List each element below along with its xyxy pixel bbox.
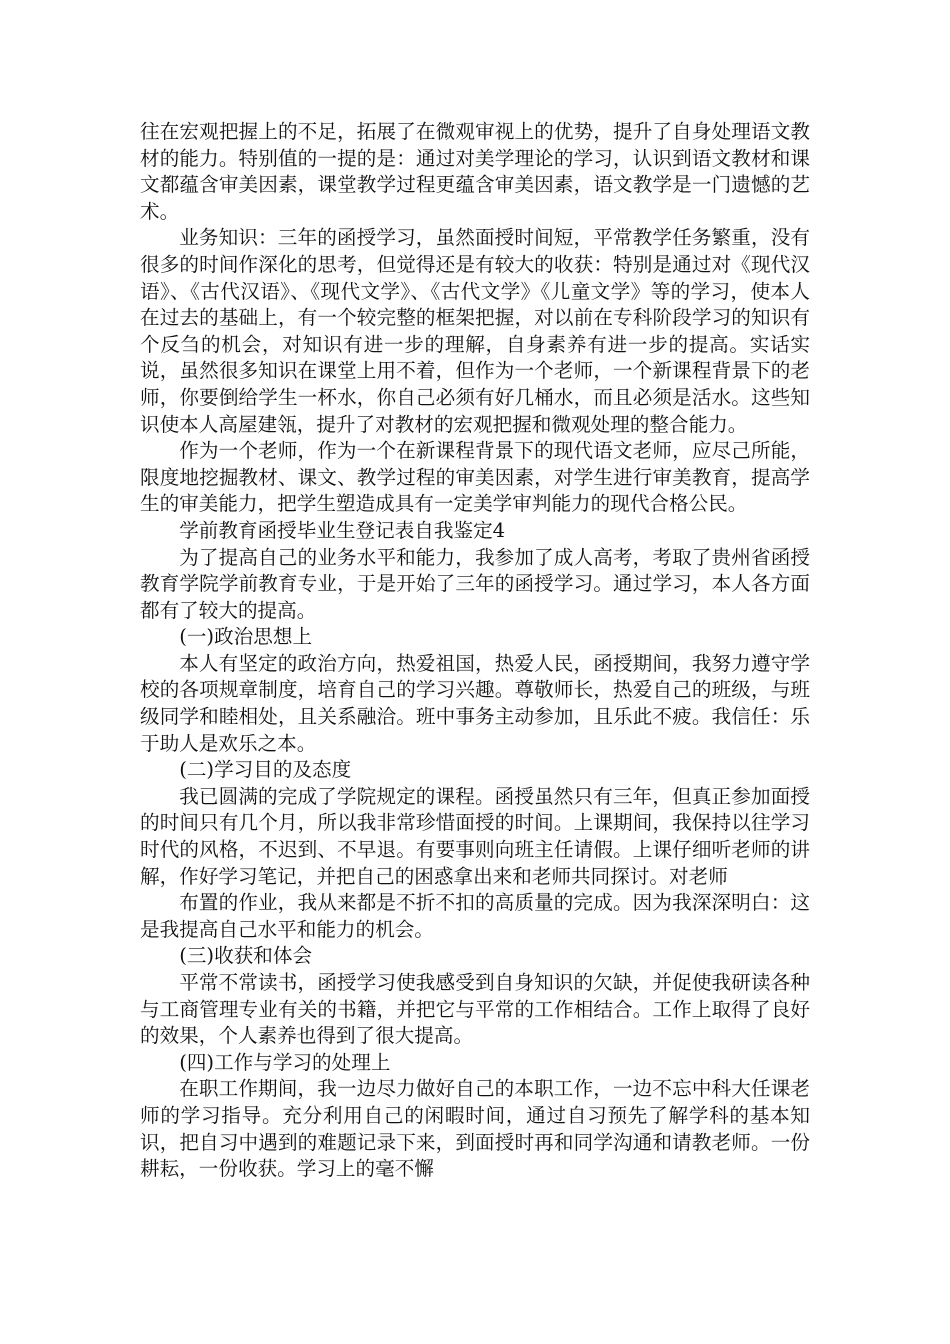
paragraph-political-thought: 本人有坚定的政治方向，热爱祖国，热爱人民，函授期间，我努力遵守学校的各项规章制度，培育自己的学习兴趣。尊敬师长，热爱自己的班级，与班级同学和睦相处，且关系融洽。班中事务主动参加，且乐此不疲。我信任：乐于助人是欢乐之本。: [140, 651, 810, 755]
document-body: [140, 119, 810, 1183]
paragraph-gains: 平常不常读书，函授学习使我感受到自身知识的欠缺，并促使我研读各种与工商管理专业有关的书籍，并把它与平常的工作相结合。工作上取得了良好的效果，个人素养也得到了很大提高。: [140, 971, 810, 1048]
subheading-work-study-balance: (四)工作与学习的处理上: [179, 1050, 391, 1074]
paragraph-introduction: 为了提高自己的业务水平和能力，我参加了成人高考，考取了贵州省函授教育学院学前教育专业，于是开始了三年的函授学习。通过学习，本人各方面都有了较大的提高。: [140, 545, 810, 622]
subheading-political-thought: (一)政治思想上: [179, 625, 313, 649]
paragraph-study-attitude: 我已圆满的完成了学院规定的课程。函授虽然只有三年，但真正参加面授的时间只有几个月，所以我非常珍惜面授的时间。上课期间，我保持以往学习时代的风格，不迟到、不早退。有要事则向班主任请假。上课仔细听老师的讲解，作好学习笔记，并把自己的困惑拿出来和老师共同探讨。对老师: [140, 784, 810, 888]
subheading-gains: (三)收获和体会: [179, 944, 313, 968]
subheading-study-attitude: (二)学习目的及态度: [179, 758, 352, 782]
paragraph-professional-knowledge: 业务知识：三年的函授学习，虽然面授时间短，平常教学任务繁重，没有很多的时间作深化的思考，但觉得还是有较大的收获：特别是通过对《现代汉语》、《古代汉语》、《现代文学》、《古代文学》《儿童文学》等的学习，使本人在过去的基础上，有一个较完整的框架把握，对以前在专科阶段学习的知识有个反刍的机会，对知识有进一步的理解，自身素养有进一步的提高。实话实说，虽然很多知识在课堂上用不着，但作为一个老师，一个新课程背景下的老师，你要倒给学生一杯水，你自己必须有好几桶水，而且必须是活水。这些知识使本人高屋建瓴，提升了对教材的宏观把握和微观处理的整合能力。: [140, 226, 810, 436]
paragraph-homework: 布置的作业，我从来都是不折不扣的高质量的完成。因为我深深明白：这是我提高自己水平和能力的机会。: [140, 891, 810, 941]
paragraph-teacher-role: 作为一个老师，作为一个在新课程背景下的现代语文老师，应尽己所能，限度地挖掘教材、课文、教学过程的审美因素，对学生进行审美教育，提高学生的审美能力，把学生塑造成具有一定美学审判能力的现代合格公民。: [140, 439, 810, 516]
paragraph-literature-aesthetics: 往在宏观把握上的不足，拓展了在微观审视上的优势，提升了自身处理语文教材的能力。特别值的一提的是：通过对美学理论的学习，认识到语文教材和课文都蕴含审美因素，课堂教学过程更蕴含审美因素，语文教学是一门遗憾的艺术。: [140, 120, 810, 223]
section-heading-self-assessment: 学前教育函授毕业生登记表自我鉴定4: [179, 518, 506, 542]
paragraph-work-study-balance: 在职工作期间，我一边尽力做好自己的本职工作，一边不忘中科大任课老师的学习指导。充分利用自己的闲暇时间，通过自习预先了解学科的基本知识，把自习中遇到的难题记录下来，到面授时再和同学沟通和请教老师。一份耕耘，一份收获。学习上的毫不懈: [140, 1077, 810, 1181]
